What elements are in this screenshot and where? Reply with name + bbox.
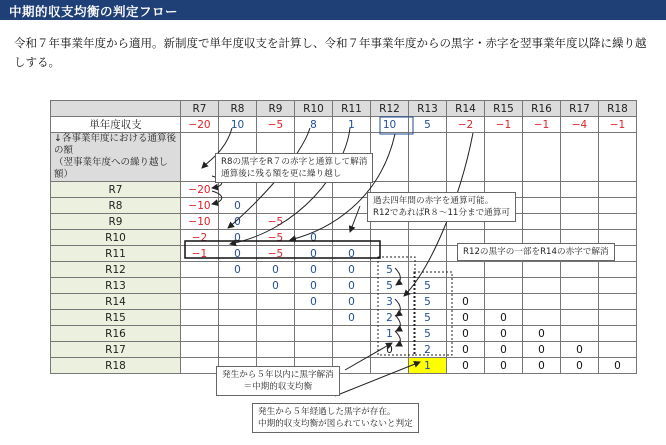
carry-cell — [561, 198, 599, 214]
carry-cell — [523, 278, 561, 294]
carry-cell — [599, 342, 637, 358]
carry-cell — [333, 214, 371, 230]
carry-cell — [181, 358, 219, 374]
carry-cell: 0 — [295, 278, 333, 294]
carry-row-label: R8 — [51, 198, 181, 214]
carry-cell — [257, 326, 295, 342]
carry-cell — [257, 198, 295, 214]
carry-cell — [371, 230, 409, 246]
page-title: 中期的収支均衡の判定フロー — [9, 4, 179, 19]
carry-cell: 0 — [485, 358, 523, 374]
section-description: ↓各事業年度における通算後の額 （翌事業年度への繰り越し額） — [51, 133, 181, 182]
carry-cell — [257, 294, 295, 310]
carry-cell: −2 — [181, 230, 219, 246]
section-blank-cell — [485, 133, 523, 182]
annual-balance-row — [51, 117, 637, 133]
carry-cell: 0 — [523, 358, 561, 374]
intro-text: 令和７年事業年度から適用。新制度で単年度収支を計算し、令和７年事業年度からの黒字・赤字を翌事業年度以降に繰り越しする。 — [14, 36, 647, 69]
section-blank-cell — [523, 133, 561, 182]
carry-row — [51, 326, 637, 342]
carry-cell — [295, 342, 333, 358]
carry-cell: 5 — [371, 278, 409, 294]
carry-cell — [219, 326, 257, 342]
carry-cell — [599, 278, 637, 294]
carry-cell — [295, 326, 333, 342]
annual-value: −1 — [599, 117, 637, 133]
carry-cell: 0 — [371, 342, 409, 358]
carry-row-label: R10 — [51, 230, 181, 246]
carry-cell — [181, 278, 219, 294]
carry-row-label: R14 — [51, 294, 181, 310]
carry-cell: 0 — [333, 294, 371, 310]
callout-balanced: 発生から５年以内に黒字解消 ＝中期的収支均衡 — [216, 366, 340, 396]
carry-cell — [561, 310, 599, 326]
carry-cell: 0 — [333, 310, 371, 326]
carry-cell — [295, 198, 333, 214]
carry-cell — [561, 214, 599, 230]
carry-cell — [371, 246, 409, 262]
carry-cell — [219, 294, 257, 310]
header-corner — [51, 101, 181, 117]
carry-cell — [295, 214, 333, 230]
carry-cell — [409, 230, 447, 246]
carry-cell — [257, 182, 295, 198]
carry-cell — [333, 342, 371, 358]
carry-cell: −10 — [181, 198, 219, 214]
carry-cell — [599, 262, 637, 278]
carry-cell: 5 — [371, 262, 409, 278]
carry-cell — [333, 198, 371, 214]
carry-cell: 0 — [523, 326, 561, 342]
carry-cell: 0 — [219, 214, 257, 230]
carry-cell: 2 — [371, 310, 409, 326]
carry-cell — [599, 214, 637, 230]
carry-cell: −5 — [257, 230, 295, 246]
carry-cell: 0 — [295, 230, 333, 246]
carry-cell: −5 — [257, 214, 295, 230]
carry-row — [51, 358, 637, 374]
carry-cell: 0 — [257, 262, 295, 278]
carry-cell: 0 — [333, 262, 371, 278]
carry-cell — [371, 358, 409, 374]
carry-row-label: R18 — [51, 358, 181, 374]
carry-cell: 5 — [409, 294, 447, 310]
year-header: R14 — [447, 101, 485, 117]
carry-cell — [561, 326, 599, 342]
carry-cell: 0 — [447, 358, 485, 374]
carry-row-label: R12 — [51, 262, 181, 278]
carry-cell — [599, 310, 637, 326]
carry-cell: 0 — [447, 342, 485, 358]
year-header: R13 — [409, 101, 447, 117]
annual-value: 5 — [409, 117, 447, 133]
year-header: R16 — [523, 101, 561, 117]
carry-cell — [409, 262, 447, 278]
carry-cell — [485, 278, 523, 294]
section-blank-cell — [447, 133, 485, 182]
carry-row — [51, 262, 637, 278]
carry-cell: 1 — [409, 358, 447, 374]
carry-cell: 0 — [219, 262, 257, 278]
carry-cell — [333, 230, 371, 246]
carry-cell — [523, 214, 561, 230]
section-blank-cell — [561, 133, 599, 182]
carry-cell — [523, 198, 561, 214]
year-header: R10 — [295, 101, 333, 117]
carry-cell — [561, 262, 599, 278]
carry-cell: 0 — [447, 326, 485, 342]
annual-value: −20 — [181, 117, 219, 133]
carry-cell — [295, 310, 333, 326]
carry-cell — [447, 262, 485, 278]
carry-cell — [219, 310, 257, 326]
year-header: R18 — [599, 101, 637, 117]
callout-unbalanced: 発生から５年経過した黒字が存在。 中期的収支均衡が図られていないと判定 — [252, 403, 419, 433]
section-blank-cell — [371, 133, 409, 182]
section-blank-cell — [181, 133, 219, 182]
carry-cell — [333, 326, 371, 342]
carry-row-label: R15 — [51, 310, 181, 326]
annual-value: 1 — [333, 117, 371, 133]
carry-cell — [523, 294, 561, 310]
carry-row-label: R7 — [51, 182, 181, 198]
annual-value: 10 — [371, 117, 409, 133]
carry-cell — [599, 294, 637, 310]
carry-cell — [561, 294, 599, 310]
section-blank-cell — [599, 133, 637, 182]
callout-r12-r14: R12の黒字の一部をR14の赤字で解消 — [457, 243, 615, 261]
carry-row — [51, 294, 637, 310]
year-header-row — [51, 101, 637, 117]
carry-cell: 0 — [219, 198, 257, 214]
carry-cell: 0 — [257, 278, 295, 294]
carry-cell — [447, 278, 485, 294]
carry-cell: 0 — [523, 342, 561, 358]
carry-cell: −5 — [257, 246, 295, 262]
carry-cell: 0 — [219, 246, 257, 262]
carry-cell: 0 — [333, 246, 371, 262]
carry-cell: 0 — [599, 358, 637, 374]
year-header: R15 — [485, 101, 523, 117]
carry-cell — [181, 294, 219, 310]
carry-cell: 0 — [447, 310, 485, 326]
carry-cell — [561, 182, 599, 198]
carry-cell — [523, 310, 561, 326]
carry-cell: 1 — [371, 326, 409, 342]
annual-value: −2 — [447, 117, 485, 133]
balance-flow-table — [50, 100, 637, 374]
carry-row-label: R17 — [51, 342, 181, 358]
annual-balance-label: 単年度収支 — [51, 117, 181, 133]
year-header: R7 — [181, 101, 219, 117]
carry-cell: 0 — [295, 262, 333, 278]
carry-cell — [599, 182, 637, 198]
year-header: R11 — [333, 101, 371, 117]
carry-row — [51, 198, 637, 214]
carry-cell — [523, 182, 561, 198]
annual-value: −4 — [561, 117, 599, 133]
title-bar — [0, 0, 666, 20]
carry-cell — [333, 182, 371, 198]
carry-cell: −20 — [181, 182, 219, 198]
annual-value: −1 — [523, 117, 561, 133]
carry-row-label: R11 — [51, 246, 181, 262]
carry-cell — [219, 182, 257, 198]
carry-row-label: R16 — [51, 326, 181, 342]
carry-cell: 5 — [409, 278, 447, 294]
carry-cell — [485, 294, 523, 310]
year-header: R17 — [561, 101, 599, 117]
carry-cell — [409, 246, 447, 262]
carry-cell — [181, 342, 219, 358]
callout-offset-explanation: R8の黒字をR７の赤字と通算して解消 通算後に残る額を更に繰り越し — [215, 153, 373, 183]
carry-row — [51, 278, 637, 294]
carry-cell — [599, 198, 637, 214]
carry-cell — [219, 278, 257, 294]
carry-row — [51, 182, 637, 198]
carry-cell: 0 — [485, 310, 523, 326]
carry-cell: 0 — [333, 278, 371, 294]
carry-cell — [257, 342, 295, 358]
section-blank-cell — [409, 133, 447, 182]
annual-value: −5 — [257, 117, 295, 133]
carry-row — [51, 214, 637, 230]
carry-cell — [181, 326, 219, 342]
carry-cell: 0 — [561, 358, 599, 374]
carry-cell — [561, 278, 599, 294]
carry-cell — [295, 182, 333, 198]
year-header: R12 — [371, 101, 409, 117]
carry-cell — [523, 262, 561, 278]
carry-cell — [485, 262, 523, 278]
carry-cell — [219, 342, 257, 358]
carry-cell — [181, 262, 219, 278]
carry-cell: −1 — [181, 246, 219, 262]
carry-cell: 5 — [409, 310, 447, 326]
carry-row-label: R13 — [51, 278, 181, 294]
carry-cell: 3 — [371, 294, 409, 310]
carry-cell: 0 — [485, 326, 523, 342]
year-header: R8 — [219, 101, 257, 117]
annual-value: 10 — [219, 117, 257, 133]
carry-cell: 0 — [295, 294, 333, 310]
carry-cell — [181, 310, 219, 326]
carry-cell: 0 — [295, 246, 333, 262]
year-header: R9 — [257, 101, 295, 117]
carry-cell: 0 — [219, 230, 257, 246]
carry-cell: 0 — [447, 294, 485, 310]
carry-cell: 0 — [561, 342, 599, 358]
carry-row — [51, 310, 637, 326]
carry-row — [51, 342, 637, 358]
callout-four-year-rule: 過去四年間の赤字を通算可能。 R12であればR８～11分まで通算可 — [367, 192, 516, 222]
carry-cell: 0 — [485, 342, 523, 358]
carry-cell — [257, 310, 295, 326]
carry-cell: 2 — [409, 342, 447, 358]
annual-value: 8 — [295, 117, 333, 133]
carry-row-label: R9 — [51, 214, 181, 230]
annual-value: −1 — [485, 117, 523, 133]
carry-cell: −10 — [181, 214, 219, 230]
carry-cell — [599, 326, 637, 342]
carry-cell: 5 — [409, 326, 447, 342]
